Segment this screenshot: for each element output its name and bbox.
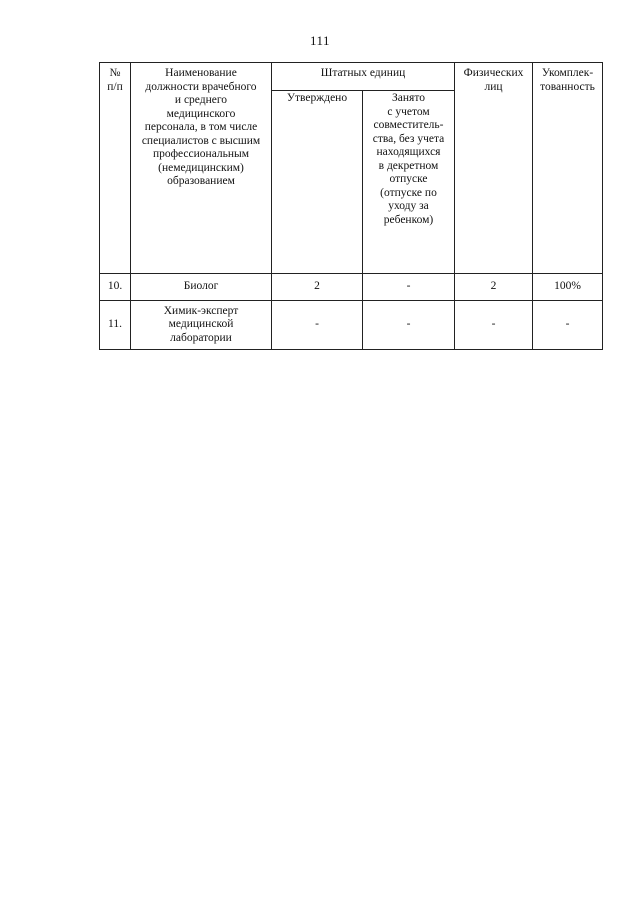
table-row [100,301,603,350]
row-occupied: - [363,274,455,301]
table-row [100,274,603,301]
header-number: № п/п [100,63,131,274]
row-position-name: Химик-эксперт медицинской лаборатории [131,301,272,350]
row-number: 11. [100,301,131,350]
row-staffing-level: - [533,301,603,350]
row-approved: - [272,301,363,350]
header-occupied: Занято с учетом совместитель- ства, без учета находящихся в декретном отпуске (отпуске по уходу за ребенком) [363,91,455,274]
header-staffing-level: Укомплек- тованность [533,63,603,274]
row-position-name: Биолог [131,274,272,301]
header-staff-units: Штатных единиц [272,63,455,91]
row-occupied: - [363,301,455,350]
header-position-name: Наименование должности врачебного и среднего медицинского персонала, в том числе специалистов с высшим профессиональным (немедицинским) образованием [131,63,272,274]
page-number: 111 [309,33,331,48]
row-staffing-level: 100% [533,274,603,301]
row-approved: 2 [272,274,363,301]
header-row-top [100,63,603,91]
header-physical-persons: Физических лиц [455,63,533,274]
row-physical-persons: 2 [455,274,533,301]
row-number: 10. [100,274,131,301]
staffing-table [99,62,603,350]
header-approved: Утверждено [272,91,363,274]
row-physical-persons: - [455,301,533,350]
